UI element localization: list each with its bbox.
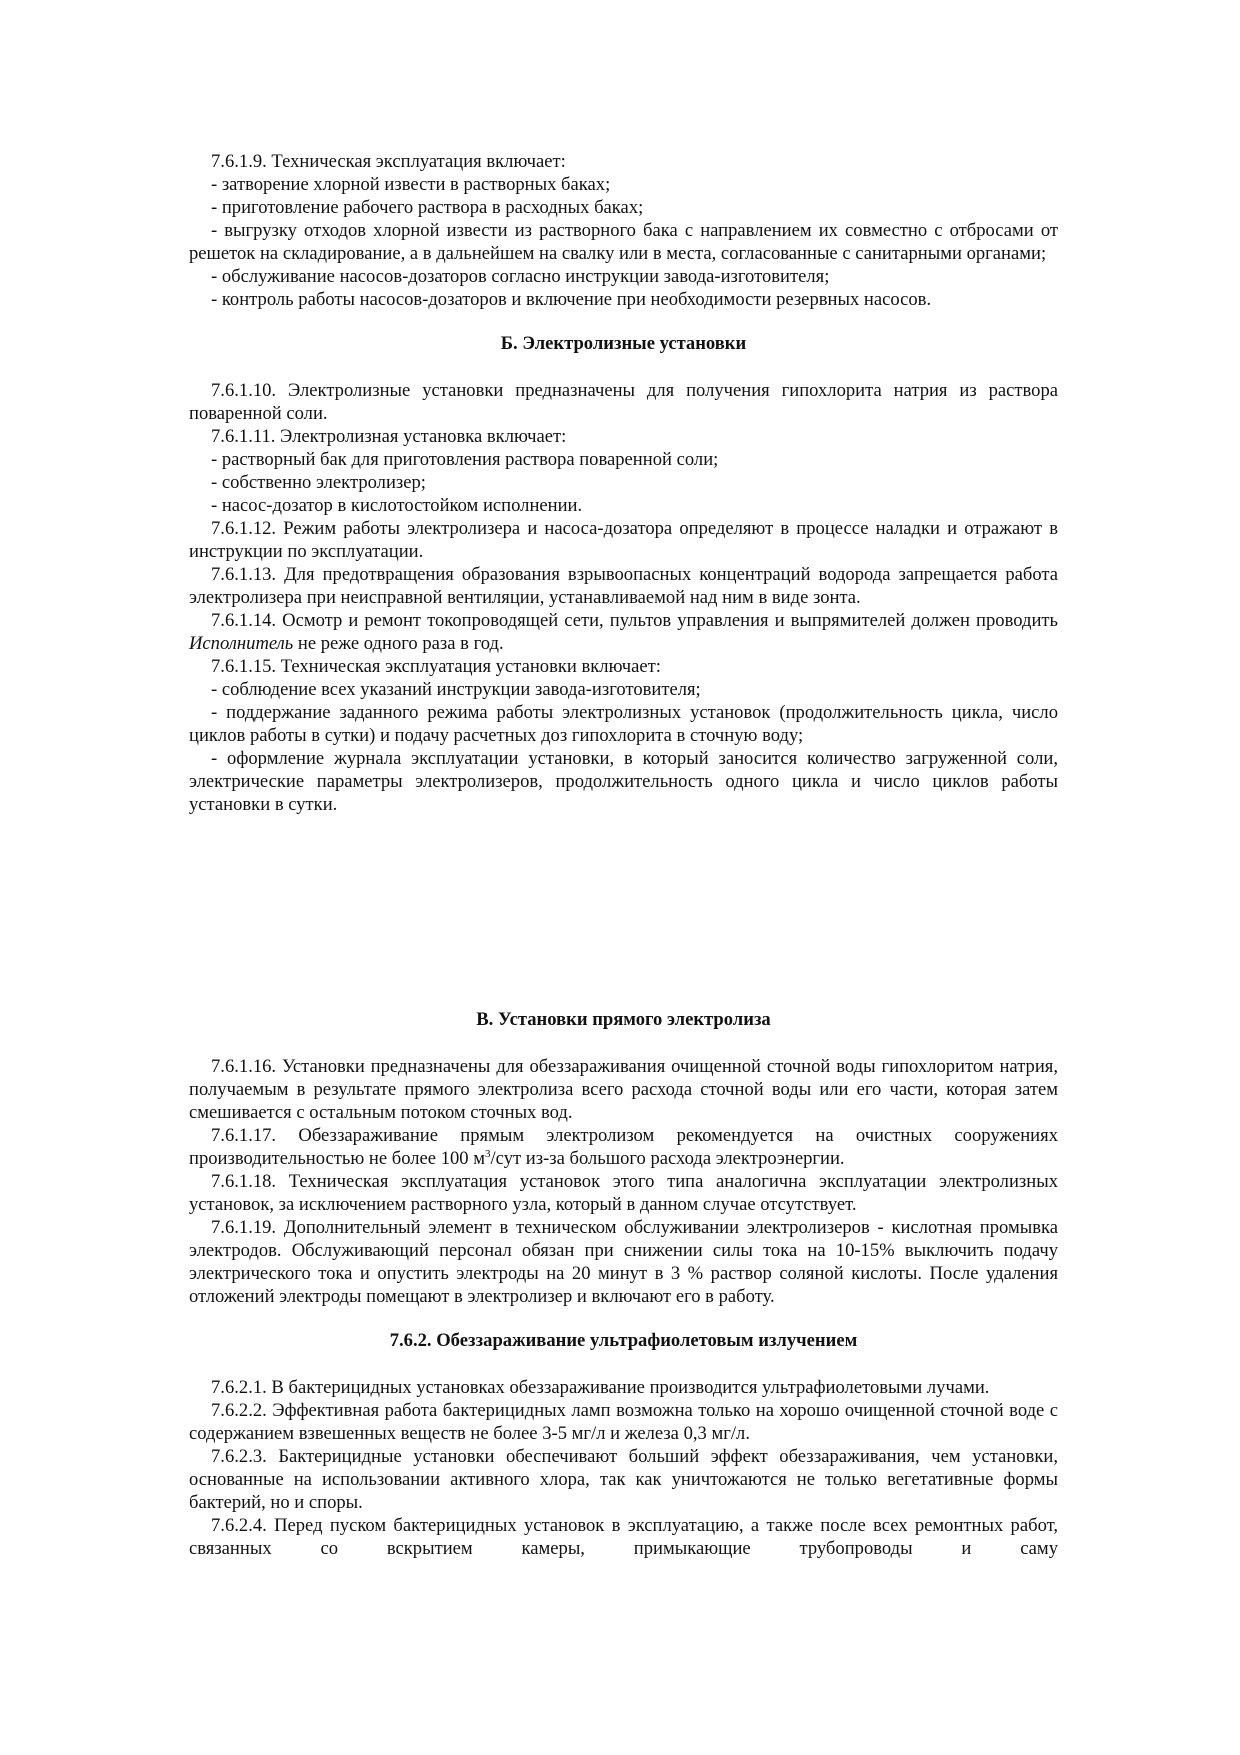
paragraph-7-6-1-10: 7.6.1.10. Электролизные установки предназначены для получения гипохлорита натрия из раствора поваренной соли. xyxy=(189,380,1058,424)
spacer xyxy=(189,1031,1058,1055)
paragraph-7-6-1-12: 7.6.1.12. Режим работы электролизера и насоса-дозатора определяют в процессе наладки и отражают в инструкции по эксплуатации. xyxy=(189,518,1058,562)
list-item: - поддержание заданного режима работы электролизных установок (продолжительность цикла, число циклов работы в сутки) и подачу расчетных доз гипохлорита в сточную воду; xyxy=(189,702,1058,746)
document-page xyxy=(189,150,1058,1560)
list-item: - обслуживание насосов-дозаторов согласно инструкции завода-изготовителя; xyxy=(211,266,830,287)
paragraph-7-6-1-19: 7.6.1.19. Дополнительный элемент в техническом обслуживании электролизеров - кислотная промывка электродов. Обслуживающий персонал обязан при снижении силы тока на 10-15% выключить подачу электрического тока и опустить электроды на 20 минут в 3 % раствор соляной кислоты. После удаления отложений электроды помещают в электролизер и включают его в работу. xyxy=(189,1217,1058,1307)
paragraph-text: 7.6.1.14. Осмотр и ремонт токопроводящей сети, пультов управления и выпрямителей должен проводить xyxy=(211,610,1058,631)
paragraph-7-6-1-9: 7.6.1.9. Техническая эксплуатация включает: xyxy=(211,151,566,172)
list-item: - приготовление рабочего раствора в расходных баках; xyxy=(211,197,644,218)
section-heading-uv: 7.6.2. Обеззараживание ультрафиолетовым излучением xyxy=(389,1330,858,1351)
spacer xyxy=(189,1352,1058,1376)
spacer xyxy=(189,908,1058,1000)
paragraph-7-6-2-1: 7.6.2.1. В бактерицидных установках обеззараживание производится ультрафиолетовыми лучами. xyxy=(211,1377,990,1398)
paragraph-7-6-2-2: 7.6.2.2. Эффективная работа бактерицидных ламп возможна только на хорошо очищенной сточной воде с содержанием взвешенных веществ не более 3-5 мг/л и железа 0,3 мг/л. xyxy=(189,1400,1058,1444)
section-heading-direct-electrolysis: В. Установки прямого электролиза xyxy=(476,1009,771,1030)
paragraph-text: не реже одного раза в год. xyxy=(293,633,504,654)
paragraph-7-6-1-14 xyxy=(189,609,1058,655)
spacer xyxy=(189,311,1058,332)
paragraph-7-6-1-11: 7.6.1.11. Электролизная установка включает: xyxy=(211,426,567,447)
list-item: - растворный бак для приготовления раствора поваренной соли; xyxy=(211,449,719,470)
paragraph-7-6-2-3: 7.6.2.3. Бактерицидные установки обеспечивают больший эффект обеззараживания, чем установки, основанные на использовании активного хлора, так как уничтожаются не только вегетативные формы бактерий, но и споры. xyxy=(189,1446,1058,1513)
paragraph-7-6-1-17 xyxy=(189,1124,1058,1170)
spacer xyxy=(189,816,1058,908)
list-item: - выгрузку отходов хлорной извести из растворного бака с направлением их совместно с отбросами от решеток на складирование, а в дальнейшем на свалку или в места, согласованные с санитарными органами; xyxy=(189,220,1058,264)
paragraph-text: /сут из-за большого расхода электроэнергии. xyxy=(490,1148,845,1169)
paragraph-7-6-1-15: 7.6.1.15. Техническая эксплуатация установки включает: xyxy=(211,656,661,677)
section-heading-electrolysis: Б. Электролизные установки xyxy=(500,333,747,354)
paragraph-7-6-2-4: 7.6.2.4. Перед пуском бактерицидных установок в эксплуатацию, а также после всех ремонтных работ, связанных со вскрытием камеры, примыкающие трубопроводы и саму xyxy=(189,1515,1058,1559)
paragraph-7-6-1-18: 7.6.1.18. Техническая эксплуатация установок этого типа аналогична эксплуатации электролизных установок, за исключением растворного узла, который в данном случае отсутствует. xyxy=(189,1171,1058,1215)
list-item: - затворение хлорной извести в растворных баках; xyxy=(211,174,611,195)
paragraph-7-6-1-13: 7.6.1.13. Для предотвращения образования взрывоопасных концентраций водорода запрещается работа электролизера при неисправной вентиляции, устанавливаемой над ним в виде зонта. xyxy=(189,564,1058,608)
spacer xyxy=(189,1308,1058,1329)
list-item: - контроль работы насосов-дозаторов и включение при необходимости резервных насосов. xyxy=(211,289,932,310)
list-item: - соблюдение всех указаний инструкции завода-изготовителя; xyxy=(211,679,701,700)
paragraph-7-6-1-16: 7.6.1.16. Установки предназначены для обеззараживания очищенной сточной воды гипохлоритом натрия, получаемым в результате прямого электролиза всего расхода сточной воды или его части, которая затем смешивается с остальным потоком сточных вод. xyxy=(189,1056,1058,1123)
italic-term: Исполнитель xyxy=(189,633,294,654)
list-item: - насос-дозатор в кислотостойком исполнении. xyxy=(211,495,583,516)
superscript: 3 xyxy=(485,1148,491,1160)
list-item: - оформление журнала эксплуатации установки, в который заносится количество загруженной соли, электрические параметры электролизеров, продолжительность одного цикла и число циклов работы установки в сутки. xyxy=(189,748,1058,815)
spacer xyxy=(189,1000,1058,1008)
list-item: - собственно электролизер; xyxy=(211,472,426,493)
spacer xyxy=(189,355,1058,379)
paragraph-text: 7.6.1.17. Обеззараживание прямым электролизом рекомендуется на очистных сооружениях производительностью не более 100 м xyxy=(189,1125,1058,1169)
